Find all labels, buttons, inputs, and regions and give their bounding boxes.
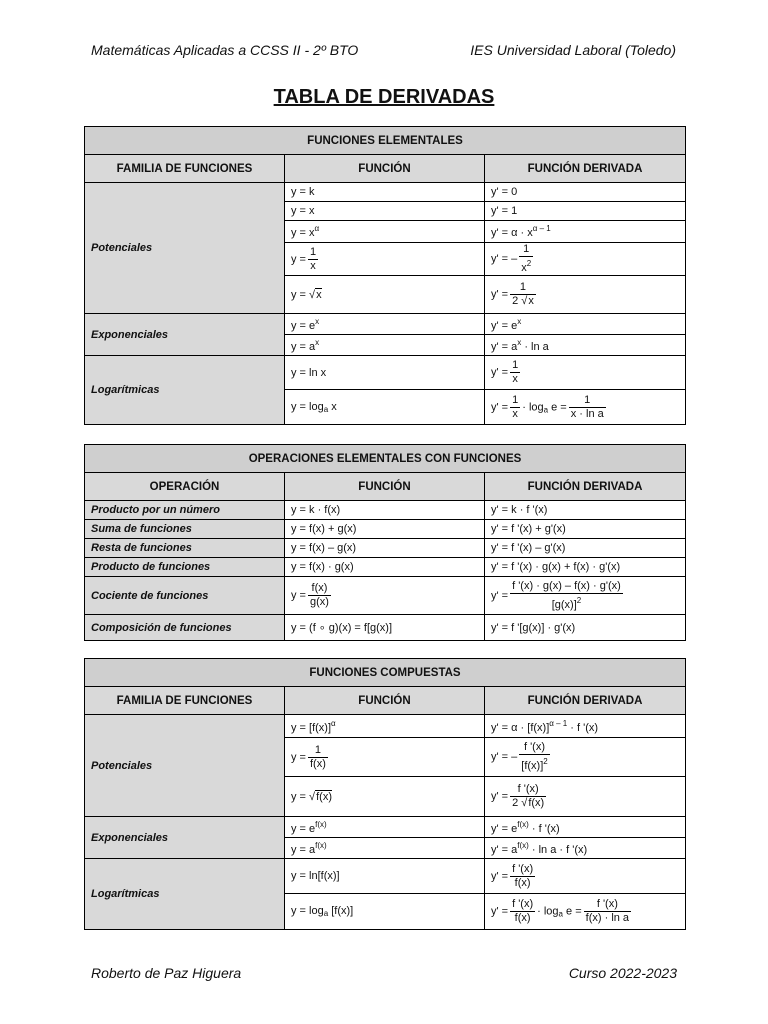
column-header: FUNCIÓN — [285, 473, 485, 501]
family-label: Potenciales — [85, 715, 285, 817]
function-cell: y = √f(x) — [285, 777, 485, 817]
footer-author: Roberto de Paz Higuera — [91, 965, 242, 981]
function-cell: y = ln x — [285, 356, 485, 390]
sqrt-icon: √ — [309, 790, 316, 803]
derivative-cell: y' = – $\frac{1}{x^2}$ — [485, 243, 686, 276]
sqrt-icon: √ — [521, 295, 528, 307]
function-cell: $y = \log_a x$ — [285, 390, 485, 425]
page-title: TABLA DE DERIVADAS — [273, 86, 495, 108]
derivative-cell: y' = $\frac{f '(x)}{2 √f(x)}$ — [485, 777, 686, 817]
function-cell: y = k · f(x) — [285, 501, 485, 520]
header-subject: Matemáticas Aplicadas a CCSS II - 2º BTO — [91, 42, 359, 58]
derivative-cell: y' = f '(x) · g(x) + f(x) · g'(x) — [485, 558, 686, 577]
header-school: IES Universidad Laboral (Toledo) — [470, 42, 676, 58]
derivative-cell: y' = $\frac{1}{2 √x}$ — [485, 276, 686, 314]
function-cell: y = $\frac{f(x)}{g(x)}$ — [285, 577, 485, 615]
function-cell: $y = [f(x)]^\alpha$ — [285, 715, 485, 738]
derivative-cell: $y' = \alpha \cdot [f(x)]^{\alpha - 1} \cdot f$ '(x) — [485, 715, 686, 738]
function-cell: $y = \log_a [f(x)]$ — [285, 894, 485, 930]
function-cell: y = f(x) · g(x) — [285, 558, 485, 577]
function-cell: y = √x — [285, 276, 485, 314]
derivative-cell: $y' = a^x \cdot \ln a$ — [485, 335, 686, 356]
operation-label: Composición de funciones — [85, 615, 285, 641]
family-label: Potenciales — [85, 183, 285, 314]
derivative-cell: y' = k · f '(x) — [485, 501, 686, 520]
derivative-cell: y' = $\frac{f '(x)}{f(x)}$ — [485, 859, 686, 894]
function-cell: y = ln[f(x)] — [285, 859, 485, 894]
table-title: OPERACIONES ELEMENTALES CON FUNCIONES — [85, 445, 686, 473]
operation-label: Cociente de funciones — [85, 577, 285, 615]
table-operaciones — [84, 444, 686, 641]
column-header: FAMILIA DE FUNCIONES — [85, 687, 285, 715]
family-label: Logarítmicas — [85, 859, 285, 930]
function-cell: y = x — [285, 202, 485, 221]
function-cell: y = f(x) + g(x) — [285, 520, 485, 539]
operation-label: Producto de funciones — [85, 558, 285, 577]
function-cell: y = $\frac{1}{x}$ — [285, 243, 485, 276]
derivative-cell: y' = f '(x) + g'(x) — [485, 520, 686, 539]
column-header: FUNCIÓN — [285, 155, 485, 183]
family-label: Exponenciales — [85, 314, 285, 356]
derivative-cell: y' = $\frac{f '(x) \cdot g(x) - f(x) \cdot g'(x)}{[g(x)]^2}$ — [485, 577, 686, 615]
operation-label: Producto por un número — [85, 501, 285, 520]
column-header: FAMILIA DE FUNCIONES — [85, 155, 285, 183]
column-header: FUNCIÓN — [285, 687, 485, 715]
derivative-cell: y' = f '[g(x)] · g'(x) — [485, 615, 686, 641]
derivative-cell: y' = $\frac{1}{x}$ — [485, 356, 686, 390]
table-funciones-compuestas — [84, 658, 686, 930]
operation-label: Suma de funciones — [85, 520, 285, 539]
function-cell: $y = a^x$ — [285, 335, 485, 356]
derivative-cell: $y' = e^{f(x)} \cdot f$ '(x) — [485, 817, 686, 838]
derivative-cell: y' = – $\frac{f '(x)}{[f(x)]^2}$ — [485, 738, 686, 777]
table-funciones-elementales — [84, 126, 686, 425]
derivative-cell: $y' = e^x$ — [485, 314, 686, 335]
footer-course: Curso 2022-2023 — [568, 965, 677, 981]
operation-label: Resta de funciones — [85, 539, 285, 558]
table-title: FUNCIONES COMPUESTAS — [85, 659, 686, 687]
column-header: OPERACIÓN — [85, 473, 285, 501]
sqrt-icon: √ — [309, 288, 316, 301]
family-label: Exponenciales — [85, 817, 285, 859]
derivative-cell: y' = 1 — [485, 202, 686, 221]
function-cell: $y = e^{f(x)}$ — [285, 817, 485, 838]
function-cell: $y = a^{f(x)}$ — [285, 838, 485, 859]
function-cell: y = k — [285, 183, 485, 202]
function-cell: y = $\frac{1}{f(x)}$ — [285, 738, 485, 777]
function-cell: $y = x^\alpha$ — [285, 221, 485, 243]
derivative-cell: y' = f '(x) – g'(x) — [485, 539, 686, 558]
derivative-cell: y' = $\frac{1}{x}$ · $\log_a e$ = $\frac{1}{\text{x · ln a}}$ — [485, 390, 686, 425]
function-cell: y = f(x) – g(x) — [285, 539, 485, 558]
table-title: FUNCIONES ELEMENTALES — [85, 127, 686, 155]
family-label: Logarítmicas — [85, 356, 285, 425]
function-cell: y = (f ∘ g)(x) = f[g(x)] — [285, 615, 485, 641]
function-cell: $y = e^x$ — [285, 314, 485, 335]
sqrt-icon: √ — [521, 797, 528, 809]
derivative-cell: $y' = \alpha \cdot x^{\alpha - 1}$ — [485, 221, 686, 243]
derivative-cell: y' = 0 — [485, 183, 686, 202]
column-header: FUNCIÓN DERIVADA — [485, 473, 686, 501]
column-header: FUNCIÓN DERIVADA — [485, 687, 686, 715]
column-header: FUNCIÓN DERIVADA — [485, 155, 686, 183]
derivative-cell: $y' = a^{f(x)} \cdot \ln a \cdot f$ '(x) — [485, 838, 686, 859]
derivative-cell: y' = $\frac{f '(x)}{f(x)}$ · $\log_a e$ = $\frac{f '(x)}{\text{f(x) · ln a}}$ — [485, 894, 686, 930]
